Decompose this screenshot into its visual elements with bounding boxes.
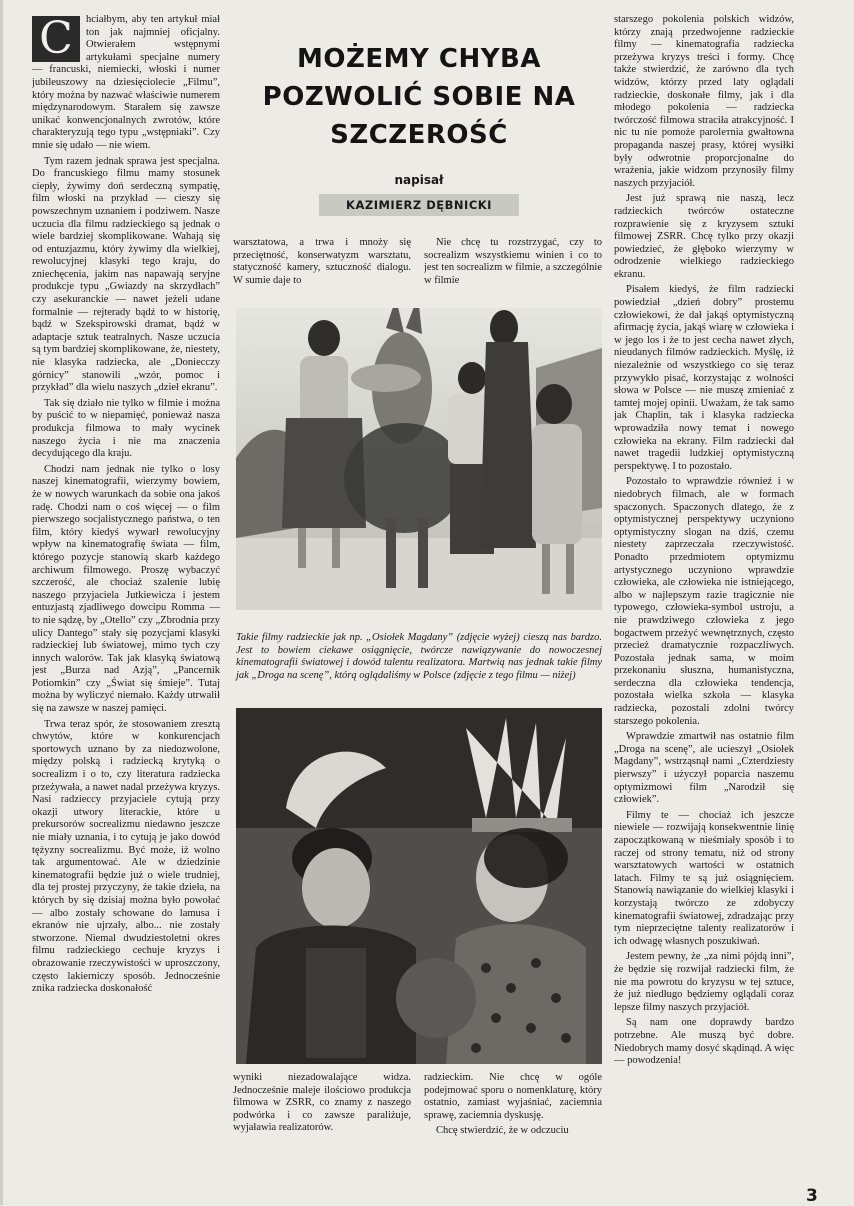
drop-cap: C bbox=[32, 16, 80, 62]
column-4 bbox=[614, 14, 794, 1174]
paragraph: radzieckim. Nie chcę w ogóle podejmować sporu o nomenklaturę, który ostatnio, zamiast wyjaśniać, zaciemnia sprawę, zaciemnia dyskusję. bbox=[424, 1072, 602, 1121]
paragraph: Są nam one doprawdy bardzo potrzebne. Ale muszą być dobre. Niedobrych mamy dosyć skądinąd. A więc — powodzenia! bbox=[614, 1017, 794, 1067]
column-3-bottom bbox=[424, 1072, 602, 1162]
film-still-osiolek-magdany bbox=[236, 308, 602, 610]
author-name: KAZIMIERZ DĘBNICKI bbox=[319, 194, 519, 216]
paragraph: starszego pokolenia polskich widzów, którzy znają przedwojenne radzieckie filmy — kinematografia radziecka przeżywa kryzys treści i formy. Chcę także stwierdzić, że zarówno dla tych widzów, którzy przed laty oglądali radzieckie, doskonałe filmy, jak i dla młodego pokolenia — radziecka twórczość filmowa straciła atrakcyjność. I nic tu nie pomoże parolетnia gwałtowna propaganda naszej prasy, której wysiłki były odwrotnie proporcjonalne do wrażenia, jakie widzom przynosiły filmy naszych przyjaciół. bbox=[614, 14, 794, 189]
column-1 bbox=[32, 14, 220, 1186]
paragraph: Jestem pewny, że „za nimi pójdą inni”, że będzie się rozwijał radziecki film, że nie ma powrotu do kryzysu w tej sztuce, że już niedługo będziemy oglądali coraz lepsze filmy naszych przyjaciół. bbox=[614, 951, 794, 1013]
photo-caption: Takie filmy radzieckie jak np. „Osiołek Magdany” (zdjęcie wyżej) cieszą nas bardzo. Jest to bowiem ciekawe osiągnięcie, twórcze nawiązywanie do nowoczesnej kinematografii światowej i dowód talentu realizatora. Martwią nas jednak takie filmy jak „Droga na scenę”, którą oglądaliśmy w Polsce (zdjęcie z tego filmu — niżej) bbox=[236, 632, 602, 681]
paragraph: Tym razem jednak sprawa jest specjalna. Do francuskiego filmu mamy stosunek ciepły, żywimy doń serdeczną sympatię, film włoski na przykład — cieszy się powszechnym uznaniem i podziwem. Nasze uczucia dla filmu radzieckiego są jednak o wiele bardziej skomplikowane. Wahają się od entuzjazmu, który żywimy dla wielkiej, rewolucyjnej klasyki tego kraju, do zniechęcenia, jakim nas napawają seryjne produkcje typu „Gwiazdy na skrzydłach” czy asekuranckie — nawet jeżeli udane formalnie — rejterady bądź to w historię, bądź w Szekspirowski dramat, bądź w adaptacje sztuk teatralnych. Nasze uczucia są tym bardziej skomplikowane, że, niestety, nie klasyka radziecka, ale „Doniecczy górnicy” stanowili „wzór, pomoc i przykład” dla wielu naszych „dzieł ekranu”. bbox=[32, 155, 220, 394]
film-still-droga-na-scene bbox=[236, 708, 602, 1064]
column-2-top bbox=[233, 237, 411, 289]
photo-donkey-children bbox=[236, 308, 602, 610]
photo-costumed-couple bbox=[236, 708, 602, 1064]
paragraph: Wprawdzie zmartwił nas ostatnio film „Droga na scenę”, ale ucieszył „Osiołek Magdany”, wstrząsnął nami „Czterdziesty pierwszy” i użyczył poparcia naszemu optymizmowi film „Narodził się człowiek”. bbox=[614, 731, 794, 806]
paragraph: Chodzi nam jednak nie tylko o losy naszej kinematografii, wierzymy bowiem, że w nowych warunkach da sobie ona jakoś radę. Chodzi nam o coś więcej — o film pierwszego socjalistycznego państwa, o ten film, który kiedyś wywarł rewolucyjny wpływ na kinematografię świata — film, którego pozycje stanowią skarb każdego archiwum filmowego. Proszę wybaczyć szczerość, ale chociaż szalenie lubię naszego przyjaciela Jutkiewicza i jestem entuzjastą zjadliwego dowcipu Romma — to nie sądzę, by „Otello” czy „Zbrodnia przy ulicy Dantego” stały się pozycjami klasyki radzieckiej lub światowej, mimo tych czy innych walorów. Tak jak klasyką światową jest „Burza nad Azją”, „Pancernik Potiomkin” czy „Świat się śmieje”. Tutaj można by wyliczyć niemało. Każdy utrwalił się na zawsze w naszej pamięci. bbox=[32, 463, 220, 715]
paragraph: Tak się działo nie tylko w filmie i można by puścić to w niepamięć, ponieważ nasza produkcja filmowa to mały wycinek naszego życia i nie ma znaczenia decydującego dla kraju. bbox=[32, 397, 220, 460]
paragraph: Chcę stwierdzić, że w odczuciu bbox=[436, 1125, 569, 1137]
paragraph: warsztatowa, a trwa i mnoży się przeciętność, konserwatyzm warsztatu, statyczność kamery, sztuczność dialogu. W sumie daje to bbox=[233, 237, 411, 286]
paragraph: Trwa teraz spór, że stosowaniem zresztą chwytów, które w konkurencjach sportowych uznano by za niedozwolone, między polską i radziecką krytyką o socrealizm i o to, czy literatura radziecka przeżywała, a nawet nadal przeżywa kryzys. Nasi radzieccy przyjaciele cytują przy okazji utwory literackie, które u prekursorów socrealizmu niedawno jeszcze nie miały uznania, i to cytują je jako dowód tężyzny socrealizmu. Być może, iż wolno tak argumentować. Ale w dziedzinie kinematografii będzie już o wiele trudniej, dla tej prostej przyczyny, że takie dzieła, na których by się dzisiaj można było powołać — albo zostały schowane do lamusa i ekranów nie ujrzały, albo... nie zostały stworzone. Niemal dwudziestoletni okres filmu radzieckiego cechuje kryzys i obrazowanie rzeczywistości w uproszczony, często lakierniczy sposób. Jednocześnie znika radziecka doskonałość bbox=[32, 718, 220, 995]
paragraph: Jest już sprawą nie naszą, lecz radzieckich twórców ostateczne rozprawienie się z kryzysem sztuki filmowej ZSRR. Chcę tylko przy okazji powiedzieć, że głęboko wierzymy w odrodzenie wielkiego radzieckiego ekranu. bbox=[614, 193, 794, 280]
paragraph: Filmy te — chociaż ich jeszcze niewiele — rozwijają konsekwentnie linię zapoczątkowaną w nieśmiały sposób i to raczej od strony tematu, niż od strony warsztatowych wartości w ostatnich latach. Filmy te są już osiągnięciem. Stanowią nawiązanie do wielkiej klasyki i korzystają twórczo ze zdobyczy kinematografii światowej, zdradzając przy tym nieprzeciętne talenty realizatorów i ich odwagę własnych poszukiwań. bbox=[614, 809, 794, 947]
page-number: 3 bbox=[806, 1186, 818, 1206]
page-edge bbox=[0, 0, 3, 1205]
paragraph: C hciałbym, aby ten artykuł miał ton jak najmniej oficjalny. Otwierałem wstępnymi artykułami specjalne numery — francuski, niemiecki, włoski i numer jubileuszowy na dziesięciolecie „Filmu”, który można by nazwać właściwie numerem międzynarodowym. Starałem się zawsze unikać konwencjonalnych zwrotów, które charakteryzują tego typu „wstępniaki”. Czy mnie się udało — nie wiem. bbox=[32, 14, 220, 151]
article-title: MOŻEMY CHYBA POZWOLIĆ SOBIE NA SZCZEROŚĆ bbox=[262, 44, 576, 150]
byline-label: napisał bbox=[394, 173, 444, 187]
column-3-top bbox=[424, 237, 602, 289]
paragraph: Pozostało to wprawdzie równieź i w niedobrych filmach, ale w formach spaczonych. Spaczonych dlatego, że z optymistycznej perspektywy uczyniono optymistyczny slogan na dziś, czemu niestety zaprzeczała rzeczywistość. Ponadto przedmiotem optymizmu artystycznego uczyniono wprawdzie człowieka, ale człowieka nie istniejącego, albo w najlepszym razie tragicznie nie typowego, człowieka-symbol ustroju, a nie prawdziwego człowieka z jego bogactwem przeżyć wewnętrznych, często przecież dramatycznie rozpaczliwych. Pozostała jednak sama, w moim przekonaniu słuszna, humanistyczna, serdeczna dla człowieka tendencja, pozostała wielka szkoła — klasyka radziecka, pozostali zdolni twórcy starszego pokolenia. bbox=[614, 476, 794, 727]
column-2-bottom bbox=[233, 1072, 411, 1162]
paragraph: Nie chcę tu rozstrzygać, czy to socrealizm wszystkiemu winien i co to jest ten socrealizm w filmie, a szczególnie w filmie bbox=[424, 237, 602, 286]
paragraph: Pisałem kiedyś, że film radziecki powiedział „dzień dobry” prostemu człowiekowi, że dał jakąś optymistyczną afirmację życia, jakąś wiarę w człowieka i w jego los i że to jest cecha nawet złych, nieudanych filmów radzieckich. Myślę, iż niezależnie od wszystkiego co się teraz przywykło pisać, korzystając z wolności słowa w Polsce — nie muszę zmieniać z tamtej mojej opinii. Uważam, że tak samo jak Chaplin, tak i klasyka radziecka wprowadziła nowy temat i nowego człowieka na ekrany. Film radziecki dał nawet tragedii ludzkiej optymistyczną perspektywę. I to pozostało. bbox=[614, 284, 794, 472]
paragraph: wyniki niezadowalające widza. Jednocześnie maleje ilościowo produkcja filmowa w ZSRR, co znamy z naszego podwórka i co zawsze paraliżuje, wyjaławia realizatorów. bbox=[233, 1072, 411, 1134]
